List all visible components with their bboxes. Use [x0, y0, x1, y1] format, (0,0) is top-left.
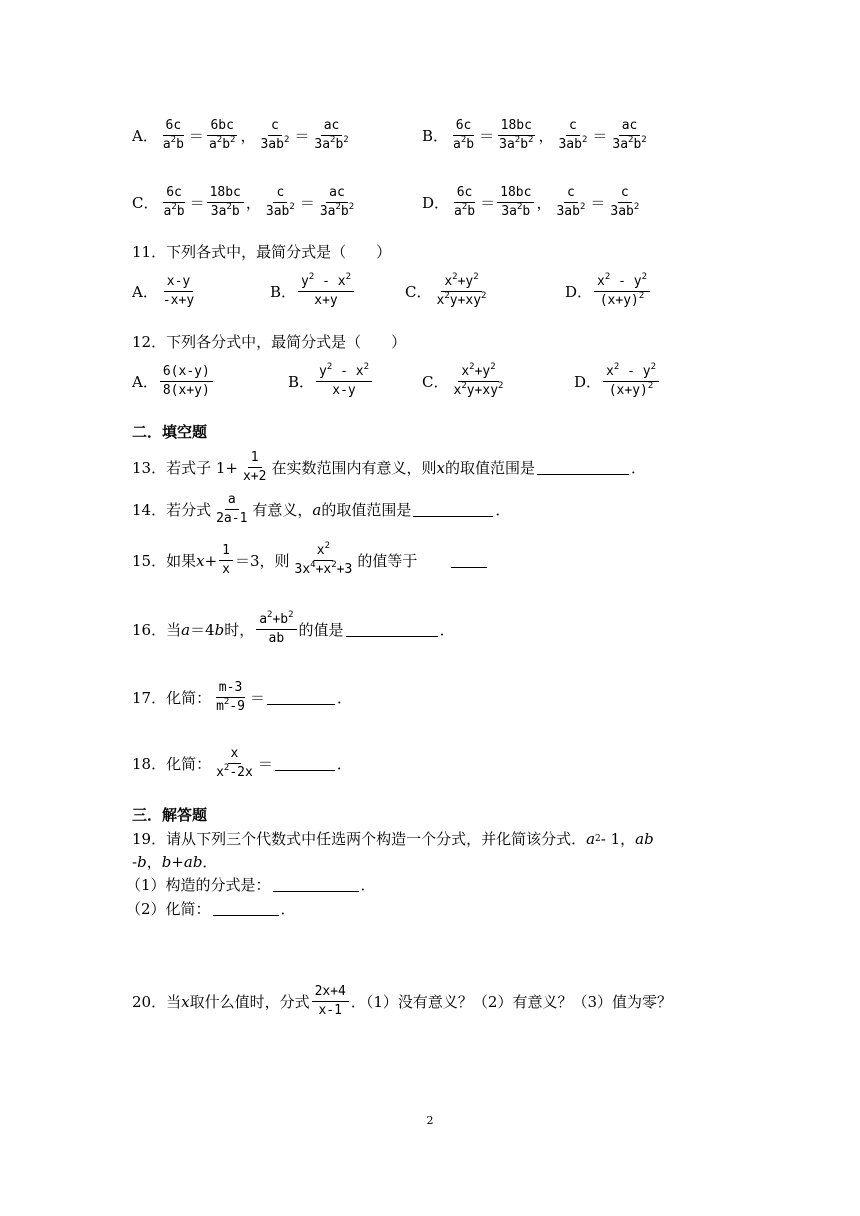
fraction: $\frac{ac}{3a^2b^2}$ [314, 118, 349, 152]
q11-option-a[interactable]: A． $\frac{x-y}{-x+y}$ [132, 274, 270, 309]
fraction: $\frac{x^2}{3x^4+x^2+3}$ [294, 541, 353, 577]
fraction: $\frac{c}{3ab^2}$ [558, 118, 588, 152]
answer-blank[interactable] [346, 622, 438, 637]
option-label: A． [132, 127, 158, 145]
fraction: $\frac{c}{3ab^2}$ [610, 185, 640, 219]
q12-option-b[interactable]: B． $\frac{y^2 - x^2}{x-y}$ [288, 364, 422, 399]
q20: 20．当 x 取什么值时，分式 $\frac{2x+4}{x-1}$ ．（1）没有意义？（2）有意义？（3）值为零？ [132, 984, 673, 1018]
fraction: $\frac{1}{x}$ [219, 543, 233, 578]
fraction: $\frac{18bc}{3a^2b}$ [497, 185, 534, 220]
q16: 16．当 a ＝4 b 时， $\frac{a^2+b^2}{ab}$ 的值是 ． [132, 610, 455, 646]
answer-blank[interactable] [273, 877, 359, 892]
answer-blank[interactable] [451, 553, 487, 568]
fraction: $\frac{c}{3ab^2}$ [260, 118, 290, 152]
fraction: $\frac{y^2 - x^2}{x+y}$ [298, 274, 354, 309]
q12-option-d[interactable]: D． $\frac{x^2 - y^2}{(x+y)^2}$ [574, 364, 661, 399]
answer-blank[interactable] [413, 502, 493, 517]
answer-blank[interactable] [267, 690, 335, 705]
fraction: $\frac{6c}{a^2b}$ [453, 118, 475, 152]
q12-option-c[interactable]: C． $\frac{x^2+y^2}{x^2y+xy^2}$ [422, 364, 574, 399]
fraction: $\frac{a}{2a-1}$ [216, 492, 248, 526]
fraction: $\frac{x-y}{-x+y}$ [162, 274, 195, 308]
q11-option-d[interactable]: D． $\frac{x^2 - y^2}{(x+y)^2}$ [565, 274, 652, 309]
q11-options [132, 274, 652, 309]
q12-option-a[interactable]: A． $\frac{6(x-y)}{8(x+y)}$ [132, 364, 288, 399]
fraction: $\frac{ac}{3a^2b^2}$ [612, 118, 647, 152]
answer-blank[interactable] [213, 901, 279, 916]
q10-options-row-ab [132, 118, 652, 153]
option-label: C． [132, 194, 159, 212]
q11-option-c[interactable]: C． $\frac{x^2+y^2}{x^2y+xy^2}$ [405, 274, 565, 309]
fraction: $\frac{a^2+b^2}{ab}$ [256, 612, 296, 647]
fraction: $\frac{c}{3ab^2}$ [265, 185, 295, 219]
q15: 15．如果 x + $\frac{1}{x}$ ＝3，则 $\frac{x^2}{3x^4+x^2+3}$ 的值等于 [132, 543, 489, 578]
fraction: $\frac{c}{3ab^2}$ [556, 185, 586, 219]
q19-line1: 19．请从下列三个代数式中任选两个构造一个分式，并化简该分式． a 2 - 1， ab [132, 829, 654, 848]
option-label: D． [422, 194, 450, 212]
fraction: $\frac{1}{x+2}$ [242, 450, 267, 484]
section-heading-solve: 三．解答题 [132, 806, 208, 824]
fraction: $\frac{y^2 - x^2}{x-y}$ [316, 364, 372, 399]
fraction: $\frac{ac}{3a^2b^2}$ [319, 185, 355, 219]
fraction: $\frac{18bc}{3a^2b^2}$ [499, 118, 534, 152]
option-label: B． [422, 127, 449, 145]
q10-option-d[interactable]: D． $\frac{6c}{a^2b}$ ＝ $\frac{18bc}{3a^2b}$ ， $\frac{c}{3ab^2}$ ＝ $\frac{c}{3ab^2}$ [422, 185, 644, 220]
answer-blank[interactable] [537, 460, 629, 475]
fraction: $\frac{18bc}{3a^2b}$ [207, 185, 244, 220]
fraction: $\frac{2x+4}{x-1}$ [312, 984, 349, 1019]
q19-sub2: （2）化简： ． [126, 900, 296, 918]
q10-option-a[interactable]: A． $\frac{6c}{a^2b}$ ＝ $\frac{6bc}{a^2b^2}$ ， $\frac{c}{3ab^2}$ ＝ $\frac{ac}{3a^2b^2}$ [132, 118, 422, 153]
fraction: $\frac{6bc}{a^2b^2}$ [208, 118, 236, 152]
fraction: $\frac{x^2+y^2}{x^2y+xy^2}$ [453, 362, 504, 398]
fraction: $\frac{m-3}{m^2-9}$ [216, 680, 245, 714]
q19-sub1: （1）构造的分式是： ． [126, 876, 376, 894]
q11-stem: 11．下列各式中，最简分式是（ ） [132, 243, 392, 261]
q12-stem: 12．下列各分式中，最简分式是（ ） [132, 333, 407, 351]
fraction: $\frac{6c}{a^2b}$ [163, 185, 185, 219]
fraction: $\frac{x^2 - y^2}{(x+y)^2}$ [603, 364, 659, 399]
fraction: $\frac{6c}{a^2b}$ [162, 118, 184, 152]
section-heading-fill-in: 二．填空题 [132, 423, 208, 441]
q17: 17．化简： $\frac{m-3}{m^2-9}$ ＝ ． [132, 680, 353, 714]
page-number: 2 [426, 1114, 434, 1127]
q10-options-row-cd [132, 185, 644, 220]
q10-option-c[interactable]: C． $\frac{6c}{a^2b}$ ＝ $\frac{18bc}{3a^2b}$ ， $\frac{c}{3ab^2}$ ＝ $\frac{ac}{3a^2b^2}$ [132, 185, 422, 220]
q19-line2: - b ， b+ab ． [132, 852, 218, 871]
fraction: $\frac{x^2 - y^2}{(x+y)^2}$ [594, 274, 650, 309]
answer-blank[interactable] [275, 756, 335, 771]
fraction: $\frac{x^2+y^2}{x^2y+xy^2}$ [436, 272, 487, 308]
q12-options [132, 364, 661, 399]
q18: 18．化简： $\frac{x}{x^2-2x}$ ＝ ． [132, 746, 352, 780]
q13: 13．若式子 1+ $\frac{1}{x+2}$ 在实数范围内有意义，则 x 的取值范围是 ． [132, 450, 646, 484]
q14: 14．若分式 $\frac{a}{2a-1}$ 有意义， a 的取值范围是 ． [132, 492, 511, 526]
q10-option-b[interactable]: B． $\frac{6c}{a^2b}$ ＝ $\frac{18bc}{3a^2b^2}$ ， $\frac{c}{3ab^2}$ ＝ $\frac{ac}{3a^2b^2}$ [422, 118, 652, 153]
q11-option-b[interactable]: B． $\frac{y^2 - x^2}{x+y}$ [270, 274, 405, 309]
fraction: $\frac{x}{x^2-2x}$ [216, 746, 253, 780]
fraction: $\frac{6c}{a^2b}$ [454, 185, 476, 219]
fraction: $\frac{6(x-y)}{8(x+y)}$ [160, 364, 213, 399]
